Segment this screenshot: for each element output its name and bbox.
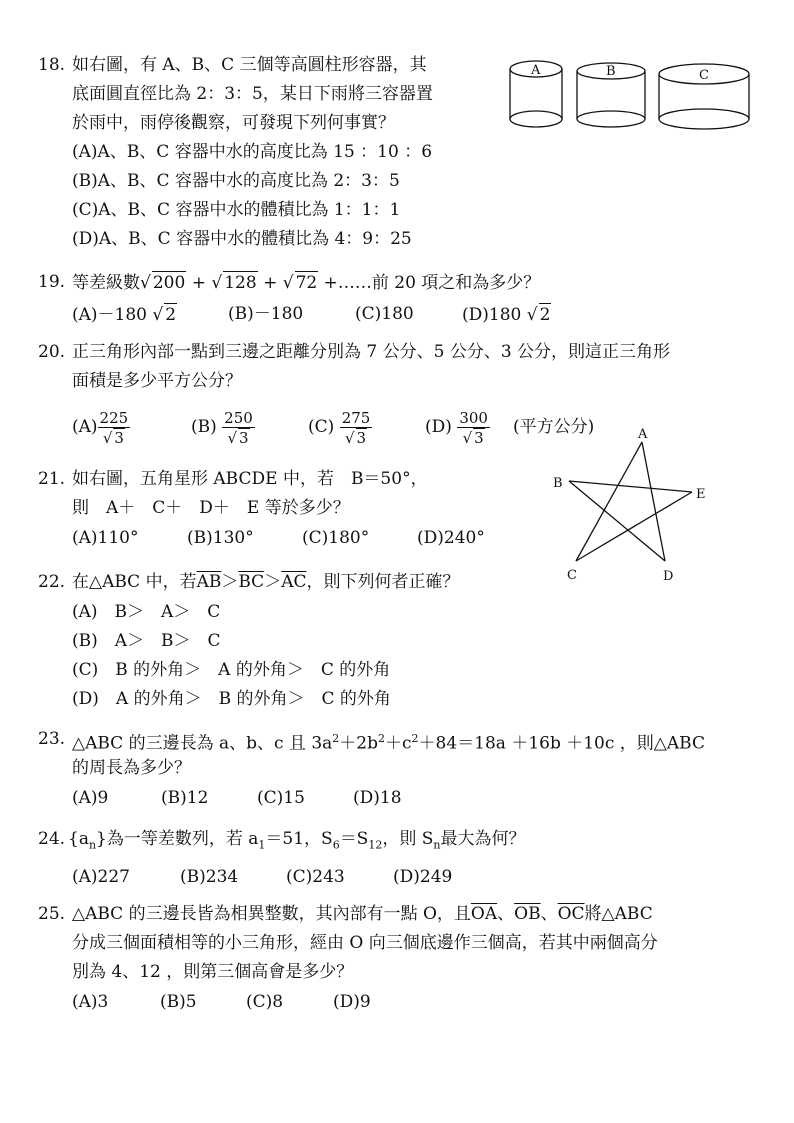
radicand: 2 bbox=[539, 305, 551, 325]
option-c[interactable]: (C)15 bbox=[257, 788, 305, 808]
stem-text: +……前 20 項之和為多少？ bbox=[323, 273, 541, 293]
fraction bbox=[222, 409, 255, 447]
question-number: 22. bbox=[38, 572, 66, 592]
stem-text: △ABC 的三邊長為 a、b、c 且 3a bbox=[72, 733, 333, 754]
stem-text: ＋2b bbox=[339, 733, 378, 754]
vertex-e-label: E bbox=[696, 487, 706, 502]
subscript: 6 bbox=[332, 838, 340, 852]
option-a[interactable]: (A)110° bbox=[72, 528, 139, 548]
option-text: (A)－180 bbox=[72, 305, 147, 325]
denominator: √ 3 bbox=[344, 428, 367, 447]
plus-sign: + bbox=[191, 273, 206, 293]
option-b[interactable] bbox=[191, 403, 255, 451]
option-letter: (D) bbox=[425, 417, 452, 437]
numerator: 300 bbox=[459, 408, 488, 427]
option-a[interactable]: (A)A、B、C 容器中水的高度比為 15 ：10 ：6 bbox=[72, 142, 433, 162]
stem-text: ＝S bbox=[339, 829, 369, 849]
denominator: √ 3 bbox=[227, 428, 249, 447]
question-stem-line: 的周長為多少？ bbox=[72, 758, 191, 778]
option-c[interactable]: (C)180 bbox=[355, 304, 414, 324]
option-d[interactable] bbox=[462, 303, 551, 326]
numerator: 225 bbox=[99, 408, 129, 427]
radicand: 200 bbox=[152, 273, 186, 293]
option-a[interactable]: (A)227 bbox=[72, 867, 130, 887]
segment-ab: $\overline{AB}$ bbox=[196, 572, 222, 592]
question-stem-line: 於雨中，雨停後觀察，可發現下列何事實？ bbox=[72, 113, 395, 133]
option-d[interactable]: (D)9 bbox=[333, 992, 371, 1012]
question-number: 25. bbox=[38, 904, 66, 924]
option-b[interactable]: (B)130° bbox=[187, 528, 254, 548]
gt-sign: ＞ bbox=[264, 572, 282, 592]
stem-text: 最大為何？ bbox=[440, 829, 526, 849]
option-text: (D)180 bbox=[462, 305, 522, 325]
radicand: 2 bbox=[165, 305, 177, 325]
option-letter: (A) bbox=[72, 417, 98, 437]
option-c[interactable]: (C)180° bbox=[302, 528, 370, 548]
vertex-d-label: D bbox=[663, 569, 674, 584]
option-b[interactable]: (B)234 bbox=[180, 867, 239, 887]
option-d[interactable]: (D)A、B、C 容器中水的體積比為 4：9：25 bbox=[72, 229, 412, 249]
option-d[interactable]: (D)18 bbox=[353, 788, 402, 808]
segment-bc: $\overline{BC}$ bbox=[238, 572, 265, 592]
stem-text: ＝51，S bbox=[265, 829, 333, 849]
question-number: 24. bbox=[38, 829, 66, 849]
stem-text: {a bbox=[68, 829, 89, 849]
stem-text: ，則 S bbox=[382, 829, 434, 849]
radicand: 3 bbox=[474, 428, 484, 447]
separator: 、 bbox=[497, 904, 515, 924]
sqrt-icon: √ bbox=[526, 305, 538, 325]
question-number: 20. bbox=[38, 342, 66, 362]
option-letter: (B) bbox=[191, 417, 217, 437]
cylinder-a-label: A bbox=[531, 63, 541, 78]
option-c[interactable]: (C)243 bbox=[286, 867, 345, 887]
option-c[interactable]: (C)8 bbox=[246, 992, 284, 1012]
vertex-c-label: C bbox=[567, 568, 577, 583]
question-stem-line bbox=[72, 728, 705, 755]
stem-text: }為一等差數列，若 a bbox=[96, 829, 259, 849]
option-a[interactable]: (A)3 bbox=[72, 992, 109, 1012]
subscript: n bbox=[433, 838, 441, 852]
question-stem-line: 則 A＋ C＋ D＋ E 等於多少？ bbox=[72, 498, 350, 518]
unit-label: (平方公分) bbox=[513, 417, 595, 437]
question-stem-line: 如右圖，五角星形 ABCDE 中，若 B＝50°， bbox=[72, 469, 428, 489]
stem-text: ，則下列何者正確？ bbox=[306, 572, 460, 592]
plus-sign: + bbox=[263, 273, 278, 293]
segment-oc: $\overline{OC}$ bbox=[557, 904, 585, 924]
question-stem bbox=[68, 828, 526, 856]
segment-oa: $\overline{OA}$ bbox=[470, 904, 498, 924]
sqrt-icon: √ bbox=[152, 305, 164, 325]
question-stem-line: 正三角形內部一點到三邊之距離分別為 7 公分、5 公分、3 公分，則這正三角形 bbox=[72, 342, 671, 362]
question-stem bbox=[72, 271, 540, 294]
stem-text: 等差級數 bbox=[72, 273, 140, 293]
question-number: 18. bbox=[38, 55, 66, 75]
sqrt-icon: √ bbox=[211, 273, 223, 293]
option-d[interactable]: (D) A 的外角＞ B 的外角＞ C 的外角 bbox=[72, 689, 391, 709]
question-stem-line: 分成三個面積相等的小三角形，經由 O 向三個底邊作三個高，若其中兩個高分 bbox=[72, 933, 658, 953]
cylinder-b-label: B bbox=[606, 64, 616, 79]
denominator: √ 3 bbox=[462, 428, 484, 447]
stem-text: 在△ABC 中，若 bbox=[72, 572, 197, 592]
pentagram-lines bbox=[569, 442, 692, 561]
sqrt-icon: √ bbox=[282, 273, 294, 293]
option-a[interactable] bbox=[72, 303, 177, 326]
vertex-b-label: B bbox=[553, 476, 563, 491]
option-letter: (C) bbox=[308, 417, 335, 437]
cylinders-figure bbox=[505, 55, 755, 135]
gt-sign: ＞ bbox=[221, 572, 239, 592]
option-a[interactable]: (A)9 bbox=[72, 788, 109, 808]
radicand: 3 bbox=[356, 428, 367, 447]
subscript: n bbox=[88, 838, 97, 852]
question-stem-line: 如右圖，有 A、B、C 三個等高圓柱形容器，其 bbox=[72, 55, 427, 75]
exponent: 2 bbox=[411, 732, 419, 745]
option-d[interactable]: (D)249 bbox=[393, 867, 453, 887]
question-stem bbox=[72, 571, 459, 593]
fraction bbox=[340, 409, 373, 447]
numerator: 250 bbox=[224, 408, 253, 427]
segment-ac: $\overline{AC}$ bbox=[281, 572, 307, 592]
exponent: 2 bbox=[332, 732, 340, 745]
radicand: 128 bbox=[224, 273, 257, 293]
option-d[interactable] bbox=[425, 403, 490, 451]
sqrt-icon: √ bbox=[140, 273, 151, 293]
question-number: 23. bbox=[38, 729, 66, 749]
fraction bbox=[457, 409, 490, 447]
option-c[interactable]: (C)A、B、C 容器中水的體積比為 1：1：1 bbox=[72, 200, 401, 220]
option-b[interactable]: (B)5 bbox=[160, 992, 197, 1012]
option-c[interactable] bbox=[308, 403, 372, 451]
question-stem-line bbox=[72, 903, 653, 925]
option-b[interactable]: (B) A＞ B＞ C bbox=[72, 631, 221, 651]
exponent: 2 bbox=[377, 732, 385, 745]
stem-text: 將△ABC bbox=[584, 904, 653, 924]
option-c[interactable]: (C) B 的外角＞ A 的外角＞ C 的外角 bbox=[72, 660, 391, 680]
pentagram-figure bbox=[545, 425, 725, 590]
question-stem-line: 底面圓直徑比為 2：3：5，某日下雨將三容器置 bbox=[72, 84, 433, 104]
option-b[interactable]: (B)－180 bbox=[228, 304, 304, 324]
radicand: 3 bbox=[239, 428, 249, 447]
denominator: √ 3 bbox=[102, 428, 124, 447]
option-b[interactable]: (B)A、B、C 容器中水的高度比為 2：3：5 bbox=[72, 171, 400, 191]
radicand: 3 bbox=[114, 428, 124, 447]
segment-ob: $\overline{OB}$ bbox=[514, 904, 541, 924]
cylinder-c-label: C bbox=[699, 68, 709, 83]
stem-text: △ABC 的三邊長皆為相異整數，其內部有一點 O，且 bbox=[72, 904, 471, 924]
separator: 、 bbox=[540, 904, 558, 924]
question-number: 19. bbox=[38, 272, 66, 292]
subscript: 12 bbox=[368, 838, 383, 852]
question-stem-line: 面積是多少平方公分？ bbox=[72, 371, 242, 391]
question-number: 21. bbox=[38, 469, 66, 489]
option-a[interactable]: (A) B＞ A＞ C bbox=[72, 602, 221, 622]
subscript: 1 bbox=[258, 838, 266, 852]
stem-text: ＋c bbox=[384, 733, 412, 754]
option-a[interactable] bbox=[72, 403, 130, 451]
vertex-a-label: A bbox=[638, 427, 648, 442]
option-b[interactable]: (B)12 bbox=[161, 788, 209, 808]
question-stem-line: 別為 4、12 ，則第三個高會是多少？ bbox=[72, 962, 354, 982]
numerator: 275 bbox=[341, 408, 371, 427]
option-d[interactable]: (D)240° bbox=[417, 528, 485, 548]
radicand: 72 bbox=[295, 273, 318, 293]
stem-text: ＋84＝18a ＋16b ＋10c ，則△ABC bbox=[418, 733, 705, 754]
fraction bbox=[98, 409, 131, 447]
